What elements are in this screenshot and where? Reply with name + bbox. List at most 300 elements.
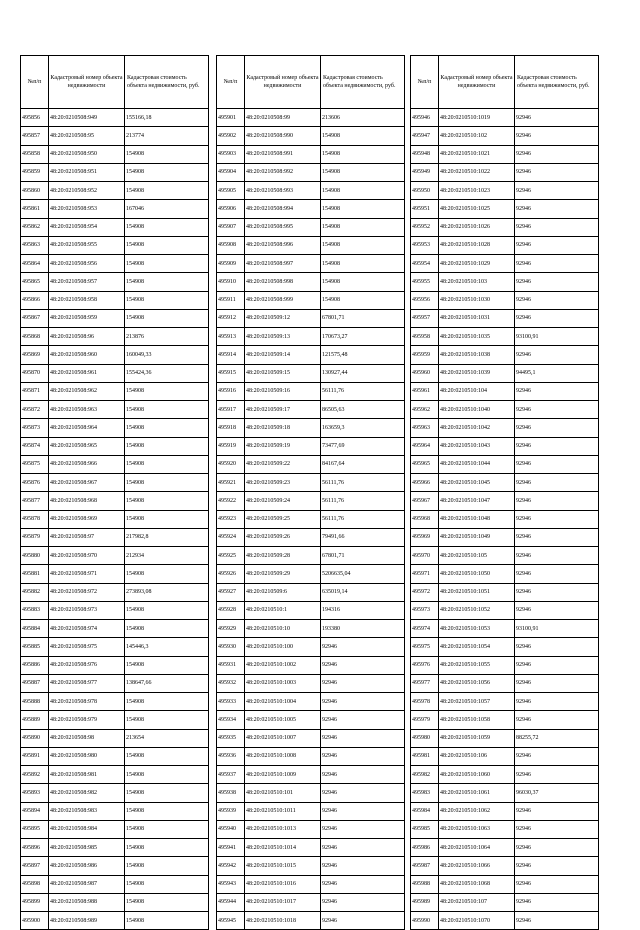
row-number: 495922 — [217, 492, 245, 510]
cadastral-value: 92946 — [515, 912, 599, 930]
cadastral-value: 67801,71 — [321, 309, 405, 327]
cadastral-value: 92946 — [515, 455, 599, 473]
cadastral-number: 48:20:0210510:1068 — [439, 875, 515, 893]
table-row — [411, 547, 599, 565]
table-row — [411, 620, 599, 638]
cadastral-value: 121575,48 — [321, 346, 405, 364]
row-number: 495927 — [217, 583, 245, 601]
row-number: 495877 — [21, 492, 49, 510]
row-number: 495985 — [411, 820, 439, 838]
row-number: 495889 — [21, 711, 49, 729]
cadastral-number: 48:20:0210510:1019 — [439, 109, 515, 127]
cadastral-value: 92946 — [515, 200, 599, 218]
cadastral-number: 48:20:0210510:104 — [439, 382, 515, 400]
table-row — [217, 656, 405, 674]
cadastral-number: 48:20:0210508:969 — [49, 510, 125, 528]
row-number: 495976 — [411, 656, 439, 674]
table-row — [217, 547, 405, 565]
cadastral-number: 48:20:0210508:99 — [245, 109, 321, 127]
row-number: 495878 — [21, 510, 49, 528]
table-row — [411, 766, 599, 784]
cadastral-number: 48:20:0210508:995 — [245, 218, 321, 236]
cadastral-value: 92946 — [515, 802, 599, 820]
cadastral-number: 48:20:0210510:1061 — [439, 784, 515, 802]
table-row — [21, 419, 209, 437]
row-number: 495914 — [217, 346, 245, 364]
table-row — [21, 437, 209, 455]
cadastral-value: 154908 — [125, 711, 209, 729]
cadastral-value: 92946 — [515, 255, 599, 273]
cadastral-value: 213774 — [125, 127, 209, 145]
row-number: 495895 — [21, 820, 49, 838]
row-number: 495945 — [217, 912, 245, 930]
cadastral-number: 48:20:0210510:1002 — [245, 656, 321, 674]
table-row — [217, 711, 405, 729]
cadastral-value: 56111,76 — [321, 510, 405, 528]
cadastral-number: 48:20:0210510:101 — [245, 784, 321, 802]
table-row — [21, 875, 209, 893]
cadastral-value: 154908 — [125, 437, 209, 455]
table-row — [411, 820, 599, 838]
table-row — [21, 474, 209, 492]
cadastral-number: 48:20:0210508:994 — [245, 200, 321, 218]
table-row — [21, 510, 209, 528]
table-row — [21, 401, 209, 419]
cadastral-value: 154908 — [321, 182, 405, 200]
cadastral-number: 48:20:0210509:14 — [245, 346, 321, 364]
table-row — [21, 620, 209, 638]
cadastral-value: 170673,27 — [321, 328, 405, 346]
row-number: 495983 — [411, 784, 439, 802]
row-number: 495933 — [217, 693, 245, 711]
cadastral-value: 154908 — [321, 200, 405, 218]
cadastral-value: 154908 — [125, 218, 209, 236]
cadastral-number: 48:20:0210510:1064 — [439, 839, 515, 857]
cadastral-number: 48:20:0210510:1005 — [245, 711, 321, 729]
row-number: 495948 — [411, 145, 439, 163]
row-number: 495897 — [21, 857, 49, 875]
row-number: 495861 — [21, 200, 49, 218]
row-number: 495979 — [411, 711, 439, 729]
cadastral-number: 48:20:0210510:1026 — [439, 218, 515, 236]
cadastral-number: 48:20:0210510:1011 — [245, 802, 321, 820]
row-number: 495916 — [217, 382, 245, 400]
table-row — [411, 291, 599, 309]
cadastral-number: 48:20:0210510:1008 — [245, 747, 321, 765]
row-number: 495955 — [411, 273, 439, 291]
cadastral-number: 48:20:0210508:984 — [49, 820, 125, 838]
row-number: 495944 — [217, 893, 245, 911]
cadastral-value: 154908 — [125, 912, 209, 930]
table-row — [217, 236, 405, 254]
table-row — [411, 455, 599, 473]
table-row — [217, 163, 405, 181]
row-number: 495987 — [411, 857, 439, 875]
row-number: 495896 — [21, 839, 49, 857]
cadastral-value: 92946 — [515, 875, 599, 893]
table-row — [411, 839, 599, 857]
table-row — [217, 857, 405, 875]
cadastral-number: 48:20:0210508:967 — [49, 474, 125, 492]
row-number: 495940 — [217, 820, 245, 838]
cadastral-value: 92946 — [515, 565, 599, 583]
table-row — [21, 236, 209, 254]
cadastral-value: 92946 — [321, 893, 405, 911]
cadastral-value: 92946 — [515, 601, 599, 619]
row-number: 495935 — [217, 729, 245, 747]
row-number: 495908 — [217, 236, 245, 254]
cadastral-number: 48:20:0210508:990 — [245, 127, 321, 145]
table-row — [21, 528, 209, 546]
cadastral-value: 92946 — [321, 875, 405, 893]
cadastral-value: 84167,64 — [321, 455, 405, 473]
cadastral-value: 154908 — [125, 747, 209, 765]
row-number: 495960 — [411, 364, 439, 382]
cadastral-number: 48:20:0210508:950 — [49, 145, 125, 163]
row-number: 495959 — [411, 346, 439, 364]
row-number: 495967 — [411, 492, 439, 510]
cadastral-number: 48:20:0210508:989 — [49, 912, 125, 930]
row-number: 495883 — [21, 601, 49, 619]
cadastral-number: 48:20:0210510:103 — [439, 273, 515, 291]
cadastral-number: 48:20:0210510:1004 — [245, 693, 321, 711]
row-number: 495956 — [411, 291, 439, 309]
cadastral-value: 154908 — [125, 492, 209, 510]
row-number: 495917 — [217, 401, 245, 419]
cadastral-number: 48:20:0210508:957 — [49, 273, 125, 291]
table-row — [21, 255, 209, 273]
cadastral-value: 92946 — [515, 291, 599, 309]
row-number: 495892 — [21, 766, 49, 784]
cadastral-number: 48:20:0210509:18 — [245, 419, 321, 437]
cadastral-value: 154908 — [125, 839, 209, 857]
cadastral-number: 48:20:0210510:1040 — [439, 401, 515, 419]
cadastral-number: 48:20:0210510:1063 — [439, 820, 515, 838]
row-number: 495963 — [411, 419, 439, 437]
table-row — [217, 729, 405, 747]
row-number: 495930 — [217, 638, 245, 656]
cadastral-number: 48:20:0210510:1031 — [439, 309, 515, 327]
cadastral-value: 160049,33 — [125, 346, 209, 364]
row-number: 495973 — [411, 601, 439, 619]
row-number: 495923 — [217, 510, 245, 528]
row-number: 495913 — [217, 328, 245, 346]
cadastral-value: 154908 — [125, 455, 209, 473]
cadastral-value: 154908 — [125, 693, 209, 711]
row-number: 495926 — [217, 565, 245, 583]
cadastral-value: 154908 — [125, 601, 209, 619]
row-number: 495925 — [217, 547, 245, 565]
row-number: 495898 — [21, 875, 49, 893]
table-row — [21, 693, 209, 711]
cadastral-number: 48:20:0210508:960 — [49, 346, 125, 364]
row-number: 495990 — [411, 912, 439, 930]
cadastral-number: 48:20:0210510:1017 — [245, 893, 321, 911]
table-row — [217, 145, 405, 163]
cadastral-value: 154908 — [321, 291, 405, 309]
cadastral-number: 48:20:0210508:952 — [49, 182, 125, 200]
cadastral-value: 154908 — [125, 893, 209, 911]
cadastral-value: 92946 — [321, 729, 405, 747]
cadastral-number: 48:20:0210510:1029 — [439, 255, 515, 273]
cadastral-number: 48:20:0210508:970 — [49, 547, 125, 565]
header-num: №п/п — [217, 56, 245, 109]
cadastral-value: 92946 — [321, 839, 405, 857]
cadastral-value: 88255,72 — [515, 729, 599, 747]
row-number: 495881 — [21, 565, 49, 583]
cadastral-value: 92946 — [515, 437, 599, 455]
table-row — [21, 784, 209, 802]
cadastral-number: 48:20:0210508:991 — [245, 145, 321, 163]
row-number: 495921 — [217, 474, 245, 492]
cadastral-value: 92946 — [515, 583, 599, 601]
row-number: 495949 — [411, 163, 439, 181]
table-row — [217, 401, 405, 419]
row-number: 495972 — [411, 583, 439, 601]
cadastral-value: 92946 — [515, 401, 599, 419]
cadastral-number: 48:20:0210510:1018 — [245, 912, 321, 930]
table-row — [21, 328, 209, 346]
cadastral-value: 154908 — [125, 656, 209, 674]
row-number: 495968 — [411, 510, 439, 528]
cadastral-number: 48:20:0210510:105 — [439, 547, 515, 565]
cadastral-number: 48:20:0210510:107 — [439, 893, 515, 911]
cadastral-value: 93100,91 — [515, 620, 599, 638]
table-row — [411, 857, 599, 875]
cadastral-number: 48:20:0210508:993 — [245, 182, 321, 200]
row-number: 495984 — [411, 802, 439, 820]
cadastral-number: 48:20:0210510:1015 — [245, 857, 321, 875]
cadastral-number: 48:20:0210510:1035 — [439, 328, 515, 346]
cadastral-value: 5206635,04 — [321, 565, 405, 583]
table-row — [21, 802, 209, 820]
cadastral-number: 48:20:0210508:985 — [49, 839, 125, 857]
row-number: 495947 — [411, 127, 439, 145]
cadastral-number: 48:20:0210510:1048 — [439, 510, 515, 528]
cadastral-number: 48:20:0210509:19 — [245, 437, 321, 455]
table-row — [21, 200, 209, 218]
header-num: №п/п — [21, 56, 49, 109]
cadastral-value: 92946 — [515, 747, 599, 765]
table-row — [21, 273, 209, 291]
cadastral-number: 48:20:0210508:975 — [49, 638, 125, 656]
table-row — [411, 875, 599, 893]
cadastral-number: 48:20:0210510:1058 — [439, 711, 515, 729]
row-number: 495876 — [21, 474, 49, 492]
table-row — [411, 346, 599, 364]
cadastral-value: 154908 — [125, 474, 209, 492]
table-row — [21, 382, 209, 400]
cadastral-number: 48:20:0210510:10 — [245, 620, 321, 638]
cadastral-value: 213606 — [321, 109, 405, 127]
cadastral-number: 48:20:0210508:972 — [49, 583, 125, 601]
cadastral-value: 154908 — [125, 565, 209, 583]
cadastral-number: 48:20:0210510:1025 — [439, 200, 515, 218]
cadastral-number: 48:20:0210508:983 — [49, 802, 125, 820]
row-number: 495879 — [21, 528, 49, 546]
row-number: 495910 — [217, 273, 245, 291]
cadastral-number: 48:20:0210508:971 — [49, 565, 125, 583]
cadastral-value: 154908 — [125, 145, 209, 163]
row-number: 495978 — [411, 693, 439, 711]
cadastral-number: 48:20:0210510:1050 — [439, 565, 515, 583]
row-number: 495872 — [21, 401, 49, 419]
cadastral-value: 154908 — [125, 419, 209, 437]
table-row — [217, 839, 405, 857]
row-number: 495941 — [217, 839, 245, 857]
row-number: 495911 — [217, 291, 245, 309]
table-row — [411, 200, 599, 218]
row-number: 495982 — [411, 766, 439, 784]
row-number: 495868 — [21, 328, 49, 346]
table-row — [21, 601, 209, 619]
cadastral-value: 92946 — [321, 693, 405, 711]
table-row — [21, 656, 209, 674]
row-number: 495974 — [411, 620, 439, 638]
cadastral-number: 48:20:0210509:17 — [245, 401, 321, 419]
cadastral-value: 92946 — [515, 674, 599, 692]
table-row — [411, 601, 599, 619]
row-number: 495936 — [217, 747, 245, 765]
cadastral-value: 92946 — [515, 346, 599, 364]
cadastral-value: 92946 — [515, 656, 599, 674]
cadastral-value: 154908 — [125, 510, 209, 528]
cadastral-number: 48:20:0210509:13 — [245, 328, 321, 346]
row-number: 495858 — [21, 145, 49, 163]
cadastral-value: 154908 — [125, 182, 209, 200]
row-number: 495870 — [21, 364, 49, 382]
cadastral-value: 138647,66 — [125, 674, 209, 692]
row-number: 495957 — [411, 309, 439, 327]
table-row — [21, 711, 209, 729]
row-number: 495965 — [411, 455, 439, 473]
row-number: 495899 — [21, 893, 49, 911]
row-number: 495857 — [21, 127, 49, 145]
table-row — [21, 583, 209, 601]
cadastral-number: 48:20:0210508:973 — [49, 601, 125, 619]
cadastral-number: 48:20:0210509:12 — [245, 309, 321, 327]
table-row — [217, 200, 405, 218]
table-row — [411, 693, 599, 711]
cadastral-table-2 — [216, 55, 405, 930]
table-row — [217, 747, 405, 765]
cadastral-value: 154908 — [321, 127, 405, 145]
row-number: 495928 — [217, 601, 245, 619]
table-row — [217, 437, 405, 455]
cadastral-number: 48:20:0210508:992 — [245, 163, 321, 181]
row-number: 495863 — [21, 236, 49, 254]
cadastral-number: 48:20:0210508:988 — [49, 893, 125, 911]
cadastral-number: 48:20:0210510:1066 — [439, 857, 515, 875]
cadastral-value: 92946 — [321, 638, 405, 656]
table-row — [411, 127, 599, 145]
header-cadastral-value: Кадастровая стоимость объекта недвижимости, руб. — [515, 56, 599, 109]
cadastral-value: 92946 — [515, 820, 599, 838]
cadastral-number: 48:20:0210509:22 — [245, 455, 321, 473]
row-number: 495943 — [217, 875, 245, 893]
cadastral-number: 48:20:0210510:1052 — [439, 601, 515, 619]
table-row — [217, 638, 405, 656]
cadastral-value: 92946 — [515, 638, 599, 656]
row-number: 495919 — [217, 437, 245, 455]
table-row — [217, 565, 405, 583]
cadastral-value: 154908 — [125, 163, 209, 181]
cadastral-value: 154908 — [125, 273, 209, 291]
table-row — [21, 820, 209, 838]
row-number: 495964 — [411, 437, 439, 455]
table-row — [411, 273, 599, 291]
table-row — [411, 218, 599, 236]
row-number: 495932 — [217, 674, 245, 692]
cadastral-number: 48:20:0210510:1022 — [439, 163, 515, 181]
row-number: 495905 — [217, 182, 245, 200]
cadastral-number: 48:20:0210510:1030 — [439, 291, 515, 309]
cadastral-value: 154908 — [125, 875, 209, 893]
cadastral-value: 154908 — [125, 620, 209, 638]
cadastral-number: 48:20:0210510:1042 — [439, 419, 515, 437]
cadastral-value: 92946 — [515, 163, 599, 181]
cadastral-value: 217982,8 — [125, 528, 209, 546]
cadastral-value: 130927,44 — [321, 364, 405, 382]
cadastral-number: 48:20:0210509:23 — [245, 474, 321, 492]
row-number: 495900 — [21, 912, 49, 930]
row-number: 495958 — [411, 328, 439, 346]
cadastral-value: 92946 — [515, 145, 599, 163]
row-number: 495902 — [217, 127, 245, 145]
table-row — [21, 364, 209, 382]
cadastral-number: 48:20:0210508:958 — [49, 291, 125, 309]
table-row — [217, 510, 405, 528]
row-number: 495970 — [411, 547, 439, 565]
row-number: 495946 — [411, 109, 439, 127]
cadastral-number: 48:20:0210510:100 — [245, 638, 321, 656]
cadastral-number: 48:20:0210508:979 — [49, 711, 125, 729]
table-row — [217, 674, 405, 692]
table-row — [411, 711, 599, 729]
cadastral-number: 48:20:0210510:1051 — [439, 583, 515, 601]
cadastral-number: 48:20:0210510:1055 — [439, 656, 515, 674]
table-row — [217, 218, 405, 236]
row-number: 495975 — [411, 638, 439, 656]
header-cadastral-value: Кадастровая стоимость объекта недвижимости, руб. — [125, 56, 209, 109]
cadastral-value: 92946 — [321, 802, 405, 820]
table-row — [411, 364, 599, 382]
cadastral-value: 92946 — [321, 912, 405, 930]
cadastral-value: 154908 — [125, 802, 209, 820]
table-row — [411, 528, 599, 546]
cadastral-value: 92946 — [515, 766, 599, 784]
cadastral-number: 48:20:0210508:965 — [49, 437, 125, 455]
cadastral-number: 48:20:0210508:95 — [49, 127, 125, 145]
table-row — [411, 109, 599, 127]
table-row — [21, 309, 209, 327]
row-number: 495931 — [217, 656, 245, 674]
table-row — [217, 273, 405, 291]
cadastral-value: 92946 — [515, 528, 599, 546]
cadastral-value: 193380 — [321, 620, 405, 638]
table-row — [21, 109, 209, 127]
table-row — [411, 583, 599, 601]
cadastral-value: 155424,36 — [125, 364, 209, 382]
cadastral-number: 48:20:0210510:1059 — [439, 729, 515, 747]
cadastral-number: 48:20:0210509:25 — [245, 510, 321, 528]
cadastral-value: 92946 — [515, 711, 599, 729]
table-row — [411, 419, 599, 437]
table-header-row — [217, 56, 405, 109]
header-cadastral-number: Кадастровый номер объекта недвижимости — [245, 56, 321, 109]
cadastral-value: 154908 — [125, 309, 209, 327]
row-number: 495937 — [217, 766, 245, 784]
